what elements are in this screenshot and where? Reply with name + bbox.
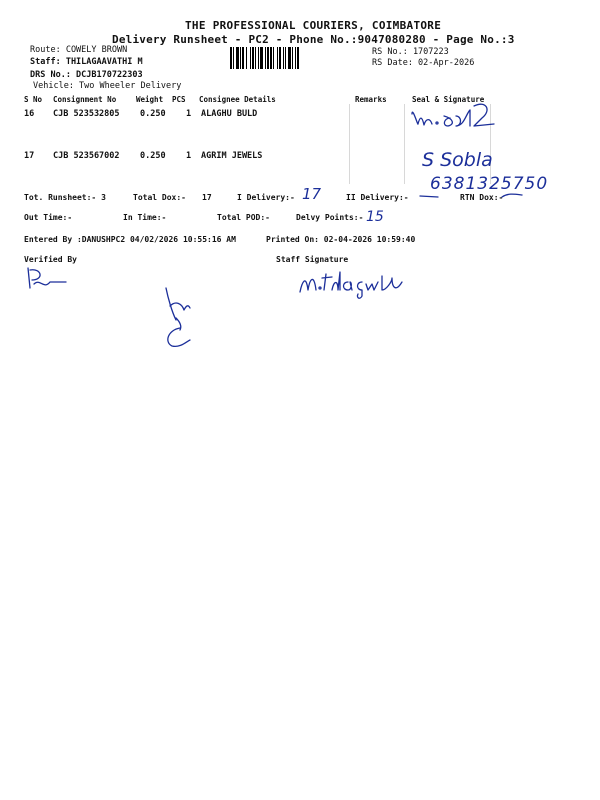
verified-by-signature [20, 264, 80, 294]
total-dox-value: 17 [202, 193, 212, 202]
row17-consignment: CJB 523567002 [53, 151, 120, 161]
col-header-remarks: Remarks [355, 95, 387, 104]
total-dox-label: Total Dox:- [133, 193, 186, 202]
col-header-pcs: PCS [172, 95, 186, 104]
col-header-consignee: Consignee Details [199, 95, 276, 104]
row16-consignee: ALAGHU BULD [201, 109, 258, 119]
row16-pcs: 1 [186, 109, 192, 119]
i-delivery-handwritten [300, 183, 326, 205]
row17-pcs: 1 [186, 151, 192, 161]
entered-by: Entered By :DANUSHPC2 04/02/2026 10:55:16 AM [24, 235, 236, 244]
verified-by-label: Verified By [24, 255, 77, 264]
col-header-sno: S No [24, 95, 43, 104]
route-label: Route: COWELY BROWN [30, 45, 128, 55]
row17-recipient-phone: 6381325750 [430, 174, 549, 194]
staff-signature-label: Staff Signature [276, 255, 349, 264]
rtn-dox-dash [500, 190, 526, 202]
i-delivery-label: I Delivery:- [237, 193, 295, 202]
svg-text:17: 17 [302, 185, 322, 203]
row16-consignment: CJB 523532805 [53, 109, 120, 119]
row17-consignee: AGRIM JEWELS [201, 151, 263, 161]
col-header-weight: Weight [136, 95, 164, 104]
tot-runsheet: Tot. Runsheet:- 3 [24, 193, 106, 202]
row16-weight: 0.250 [140, 109, 166, 119]
row16-sno: 16 [24, 109, 35, 119]
drs-number: DRS No.: DCJB170722303 [30, 70, 143, 80]
in-time-label: In Time:- [123, 213, 167, 222]
barcode-bar [297, 47, 299, 69]
printed-on: Printed On: 02-04-2026 10:59:40 [266, 235, 416, 244]
col-header-seal: Seal & Signature [412, 95, 485, 104]
row16-signature [404, 96, 500, 136]
rs-number: RS No.: 1707223 [372, 47, 449, 57]
total-pod-label: Total POD:- [217, 213, 270, 222]
delvy-points-label: Delvy Points:- [296, 213, 364, 222]
col-header-consignment: Consignment No [53, 95, 117, 104]
rs-date: RS Date: 02-Apr-2026 [372, 58, 475, 68]
out-time-label: Out Time:- [24, 213, 73, 222]
row17-handwriting [418, 146, 568, 196]
ii-delivery-label: II Delivery:- [346, 193, 409, 202]
row17-sno: 17 [24, 151, 35, 161]
delvy-points-handwritten [364, 206, 390, 226]
company-title: THE PROFESSIONAL COURIERS, COIMBATORE [185, 19, 442, 32]
row17-recipient-name: S Sobla [422, 149, 493, 171]
svg-text:15: 15 [366, 209, 384, 225]
vehicle-label: Vehicle: Two Wheeler Delivery [33, 81, 182, 91]
verification-scribble [150, 282, 210, 354]
runsheet-barcode [230, 47, 368, 69]
runsheet-title: Delivery Runsheet - PC2 - Phone No.:9047080280 - Page No.:3 [112, 33, 515, 46]
rtn-dox-label: RTN Dox:- [460, 193, 504, 202]
column-divider [349, 104, 350, 184]
staff-handwritten-signature [296, 264, 416, 300]
staff-label: Staff: THILAGAAVATHI M [30, 57, 143, 67]
row17-weight: 0.250 [140, 151, 166, 161]
ii-delivery-dash [418, 190, 444, 202]
